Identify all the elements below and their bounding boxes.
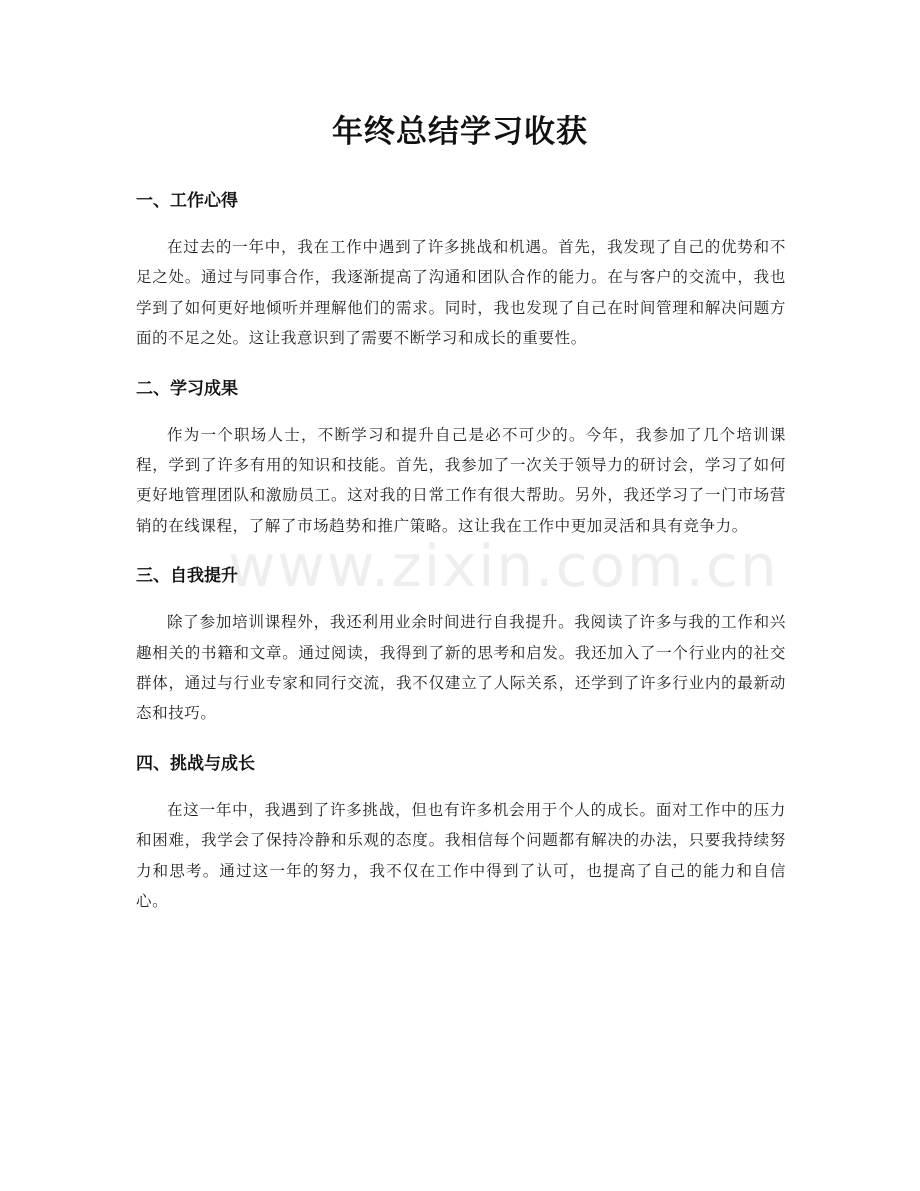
section-paragraph: 除了参加培训课程外，我还利用业余时间进行自我提升。我阅读了许多与我的工作和兴趣相关的书籍和文章。通过阅读，我得到了新的思考和启发。我还加入了一个行业内的社交群体，通过与行业专家和同行交流，我不仅建立了人际关系，还学到了许多行业内的最新动态和技巧。: [136, 613, 786, 723]
section-paragraph: 在这一年中，我遇到了许多挑战，但也有许多机会用于个人的成长。面对工作中的压力和困难，我学会了保持冷静和乐观的态度。我相信每个问题都有解决的办法，只要我持续努力和思考。通过这一年的努力，我不仅在工作中得到了认可，也提高了自己的能力和自信心。: [136, 800, 786, 911]
section-heading: 三、自我提升: [136, 566, 238, 587]
document-title: 年终总结学习收获: [332, 114, 588, 150]
section-heading: 四、挑战与成长: [136, 753, 255, 774]
section-heading: 一、工作心得: [136, 191, 238, 211]
section-challenge-growth: [136, 747, 786, 917]
watermark-text: www.zixin.com.cn: [228, 532, 779, 600]
document-sections: [136, 184, 786, 935]
section-learning-results: [136, 372, 786, 542]
section-paragraph: 在过去的一年中，我在工作中遇到了许多挑战和机遇。首先，我发现了自己的优势和不足之处。通过与同事合作，我逐渐提高了沟通和团队合作的能力。在与客户的交流中，我也学到了如何更好地倾听并理解他们的需求。同时，我也发现了自己在时间管理和解决问题方面的不足之处。这让我意识到了需要不断学习和成长的重要性。: [136, 238, 786, 348]
section-self-improvement: [136, 559, 786, 729]
section-work-experience: [136, 184, 786, 354]
section-paragraph: 作为一个职场人士，不断学习和提升自己是必不可少的。今年，我参加了几个培训课程，学到了许多有用的知识和技能。首先，我参加了一次关于领导力的研讨会，学习了如何更好地管理团队和激励员工。这对我的日常工作有很大帮助。另外，我还学习了一门市场营销的在线课程，了解了市场趋势和推广策略。这让我在工作中更加灵活和具有竞争力。: [136, 425, 786, 535]
section-heading: 二、学习成果: [136, 378, 238, 399]
